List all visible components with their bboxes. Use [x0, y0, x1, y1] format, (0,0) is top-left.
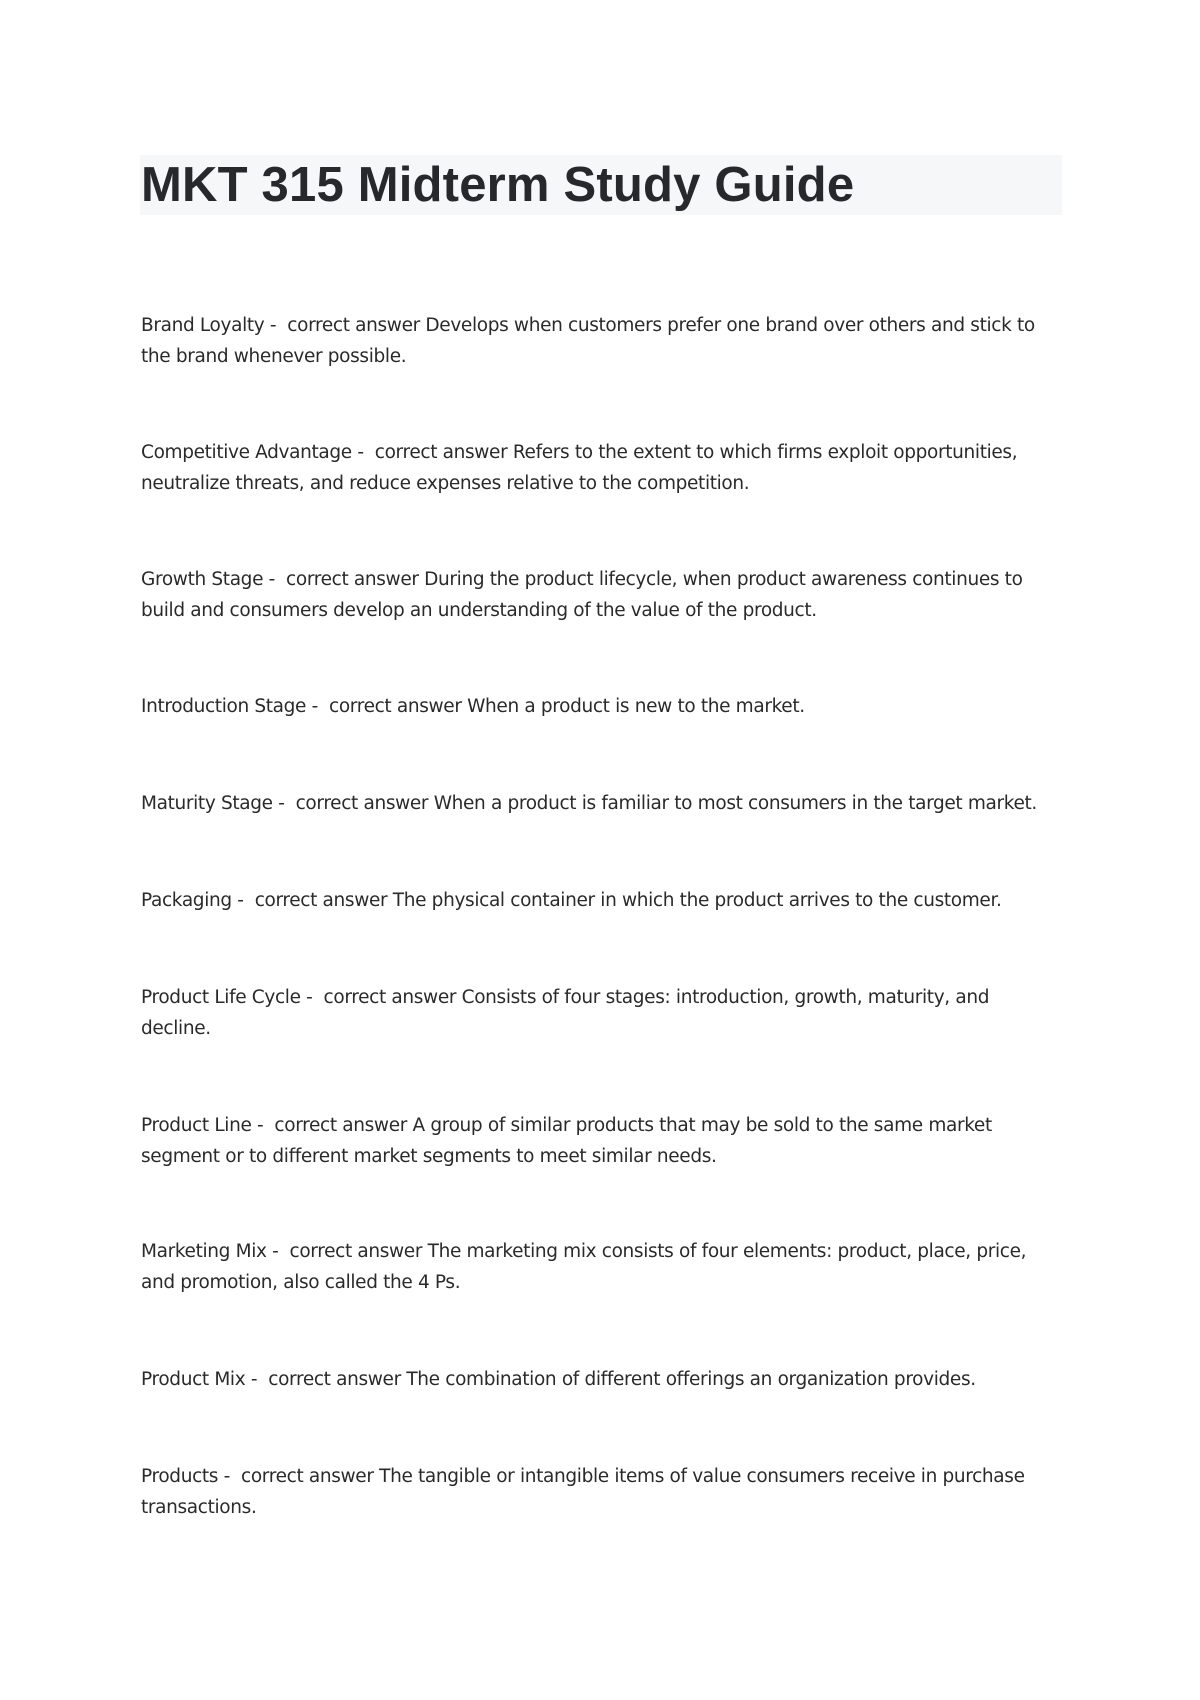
entry-answer: correct answer The physical container in which the product arrives to the customer. — [254, 890, 1002, 911]
flashcard-entry — [141, 1110, 1061, 1172]
entry-term: Marketing Mix — [141, 1241, 267, 1262]
entry-separator: - — [306, 696, 329, 717]
entry-answer: correct answer The combination of different offerings an organization provides. — [268, 1369, 976, 1390]
entry-separator: - — [266, 1241, 290, 1262]
entry-term: Competitive Advantage — [141, 442, 352, 463]
flashcard-entry — [141, 691, 1061, 722]
entry-answer: correct answer When a product is familiar to most consumers in the target market. — [295, 793, 1037, 814]
entry-separator: - — [245, 1369, 269, 1390]
entry-answer: correct answer The marketing mix consists of four elements: product, place, price, and promotion, also called the 4 Ps. — [141, 1241, 1027, 1293]
entry-answer: correct answer When a product is new to the market. — [329, 696, 805, 717]
flashcard-entry — [141, 1236, 1061, 1298]
flashcard-entry — [141, 1364, 1061, 1395]
entry-answer: correct answer A group of similar products that may be sold to the same market segment or to different market segments to meet similar needs. — [141, 1115, 992, 1167]
entry-term: Product Line — [141, 1115, 252, 1136]
page-title: MKT 315 Midterm Study Guide — [141, 158, 855, 212]
flashcard-entry — [141, 885, 1061, 916]
entry-separator: - — [251, 1115, 275, 1136]
entry-separator: - — [263, 569, 287, 590]
flashcard-entry — [141, 564, 1061, 626]
entry-term: Growth Stage — [141, 569, 264, 590]
flashcard-list — [141, 310, 1061, 1523]
flashcard-entry — [141, 982, 1061, 1044]
flashcard-entry — [141, 1461, 1061, 1523]
flashcard-entry — [141, 437, 1061, 499]
entry-term: Maturity Stage — [141, 793, 273, 814]
flashcard-entry — [141, 788, 1061, 819]
entry-term: Product Mix — [141, 1369, 246, 1390]
entry-answer: correct answer The tangible or intangible items of value consumers receive in purchase transactions. — [141, 1466, 1025, 1518]
entry-term: Introduction Stage — [141, 696, 307, 717]
flashcard-entry — [141, 310, 1061, 372]
entry-separator: - — [264, 315, 288, 336]
entry-term: Product Life Cycle — [141, 987, 301, 1008]
entry-separator: - — [300, 987, 324, 1008]
entry-separator: - — [231, 890, 255, 911]
entry-answer: correct answer Consists of four stages: introduction, growth, maturity, and decline. — [141, 987, 990, 1039]
entry-term: Brand Loyalty — [141, 315, 265, 336]
entry-answer: correct answer Refers to the extent to which firms exploit opportunities, neutralize threats, and reduce expenses relative to the competition. — [141, 442, 1018, 494]
entry-answer: correct answer Develops when customers prefer one brand over others and stick to the brand whenever possible. — [141, 315, 1035, 367]
entry-separator: - — [218, 1466, 242, 1487]
entry-separator: - — [272, 793, 296, 814]
entry-term: Packaging — [141, 890, 232, 911]
entry-term: Products — [141, 1466, 219, 1487]
entry-answer: correct answer During the product lifecycle, when product awareness continues to build and consumers develop an understanding of the value of the product. — [141, 569, 1023, 621]
entry-separator: - — [351, 442, 375, 463]
